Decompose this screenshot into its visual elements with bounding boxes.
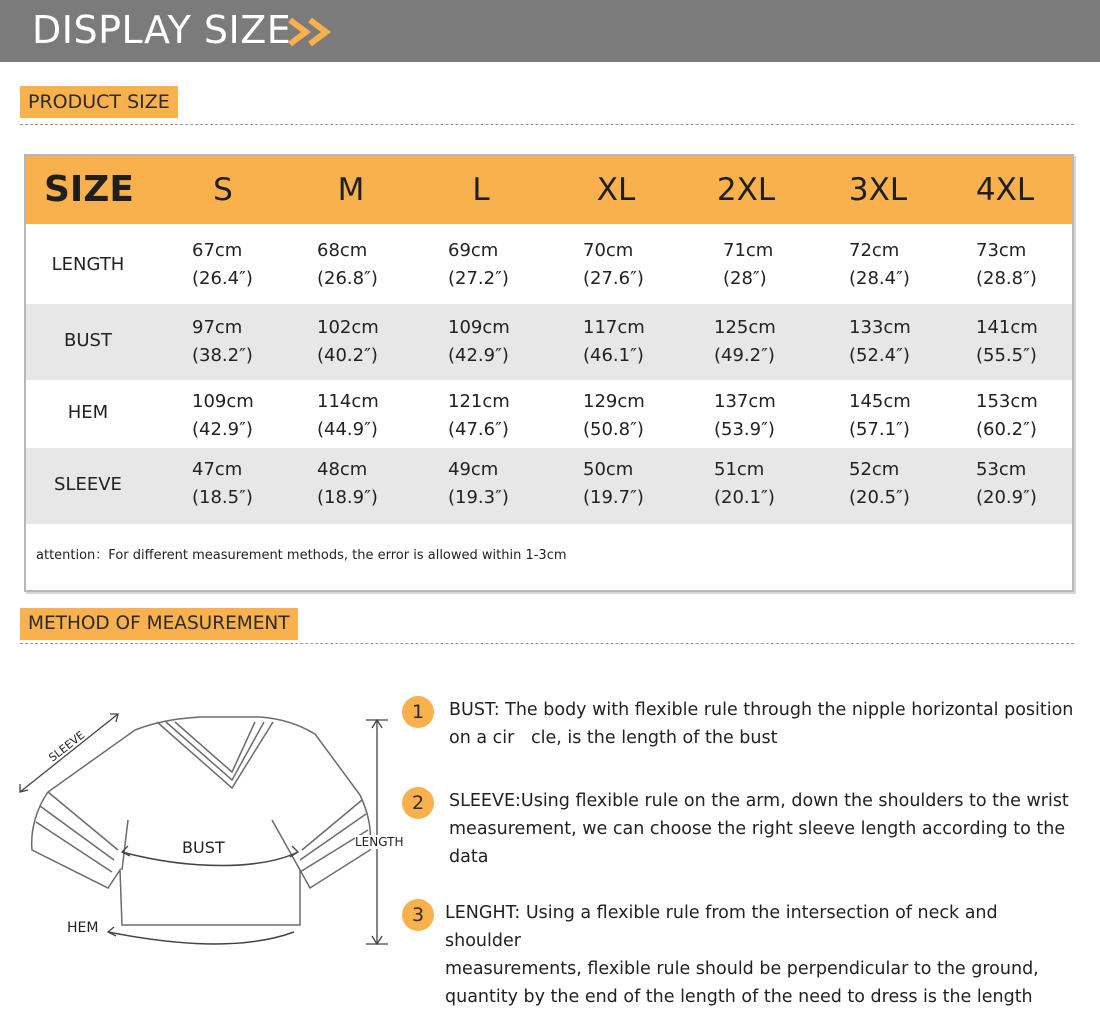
product-size-label: PRODUCT SIZE <box>20 86 178 118</box>
table-cell: 52cm (20.5″) <box>849 459 910 508</box>
divider <box>20 124 1074 125</box>
table-cell: 114cm (44.9″) <box>317 391 379 440</box>
header-2xl: 2XL <box>716 172 776 208</box>
step-number: 2 <box>402 787 434 819</box>
header-m: M <box>337 172 365 208</box>
header-3xl: 3XL <box>848 172 908 208</box>
header-s: S <box>213 172 233 208</box>
header-4xl: 4XL <box>975 172 1035 208</box>
table-cell: 109cm (42.9″) <box>192 391 254 440</box>
row-label-bust: BUST <box>64 330 112 351</box>
display-size-banner <box>0 0 1100 62</box>
diagram-label-length: LENGTH <box>355 835 404 849</box>
garment-diagram <box>10 700 410 960</box>
table-cell: 48cm (18.9″) <box>317 459 378 508</box>
table-cell: 145cm (57.1″) <box>849 391 911 440</box>
table-cell: 102cm (40.2″) <box>317 317 379 366</box>
row-label-sleeve: SLEEVE <box>54 474 122 495</box>
diagram-label-bust: BUST <box>182 838 225 857</box>
row-label-length: LENGTH <box>51 254 125 275</box>
table-cell: 97cm (38.2″) <box>192 317 253 366</box>
table-cell: 109cm (42.9″) <box>448 317 510 366</box>
double-chevron-right-icon <box>288 16 338 48</box>
step-text: LENGHT: Using a flexible rule from the intersection of neck and shoulder measurements, flexible rule should be perpendicular to the ground, quantity by the end of the length of the need to dress is the length <box>445 903 1039 1007</box>
step-number: 1 <box>402 696 434 728</box>
header-size: SIZE <box>43 169 135 210</box>
table-cell: 72cm (28.4″) <box>849 240 910 289</box>
step-text: BUST: The body with flexible rule through the nipple horizontal position on a cir cle, is the length of the bust <box>449 700 1074 748</box>
table-cell: 153cm (60.2″) <box>976 391 1038 440</box>
table-cell: 47cm (18.5″) <box>192 459 253 508</box>
size-table-header <box>26 156 1072 224</box>
method-label: METHOD OF MEASUREMENT <box>20 608 298 640</box>
size-table <box>24 154 1074 592</box>
table-row <box>26 448 1072 524</box>
table-cell: 141cm (55.5″) <box>976 317 1038 366</box>
table-cell: 117cm (46.1″) <box>583 317 645 366</box>
row-label-hem: HEM <box>67 402 109 423</box>
step-number: 3 <box>402 899 434 931</box>
table-cell: 121cm (47.6″) <box>448 391 510 440</box>
table-cell: 67cm (26.4″) <box>192 240 253 289</box>
table-cell: 69cm (27.2″) <box>448 240 509 289</box>
step-text: SLEEVE:Using flexible rule on the arm, down the shoulders to the wrist measurement, we can choose the right sleeve length according to the data <box>449 791 1069 867</box>
divider <box>20 643 1074 644</box>
diagram-label-hem: HEM <box>67 920 99 936</box>
header-l: L <box>472 172 490 208</box>
table-cell: 50cm (19.7″) <box>583 459 644 508</box>
table-cell: 133cm (52.4″) <box>849 317 911 366</box>
table-cell: 71cm (28″) <box>723 240 774 289</box>
diagram-label-sleeve: SLEEVE <box>46 728 88 765</box>
table-cell: 125cm (49.2″) <box>714 317 776 366</box>
table-cell: 70cm (27.6″) <box>583 240 644 289</box>
table-cell: 73cm (28.8″) <box>976 240 1037 289</box>
table-row <box>26 224 1072 304</box>
table-cell: 51cm (20.1″) <box>714 459 775 508</box>
table-cell: 49cm (19.3″) <box>448 459 509 508</box>
measurement-note: attention：For different measurement methods, the error is allowed within 1-3cm <box>36 548 567 563</box>
table-cell: 129cm (50.8″) <box>583 391 645 440</box>
table-row <box>26 380 1072 448</box>
table-cell: 68cm (26.8″) <box>317 240 378 289</box>
header-xl: XL <box>596 172 636 208</box>
banner-title: DISPLAY SIZE <box>32 8 292 52</box>
table-cell: 53cm (20.9″) <box>976 459 1037 508</box>
table-cell: 137cm (53.9″) <box>714 391 776 440</box>
table-row <box>26 304 1072 380</box>
